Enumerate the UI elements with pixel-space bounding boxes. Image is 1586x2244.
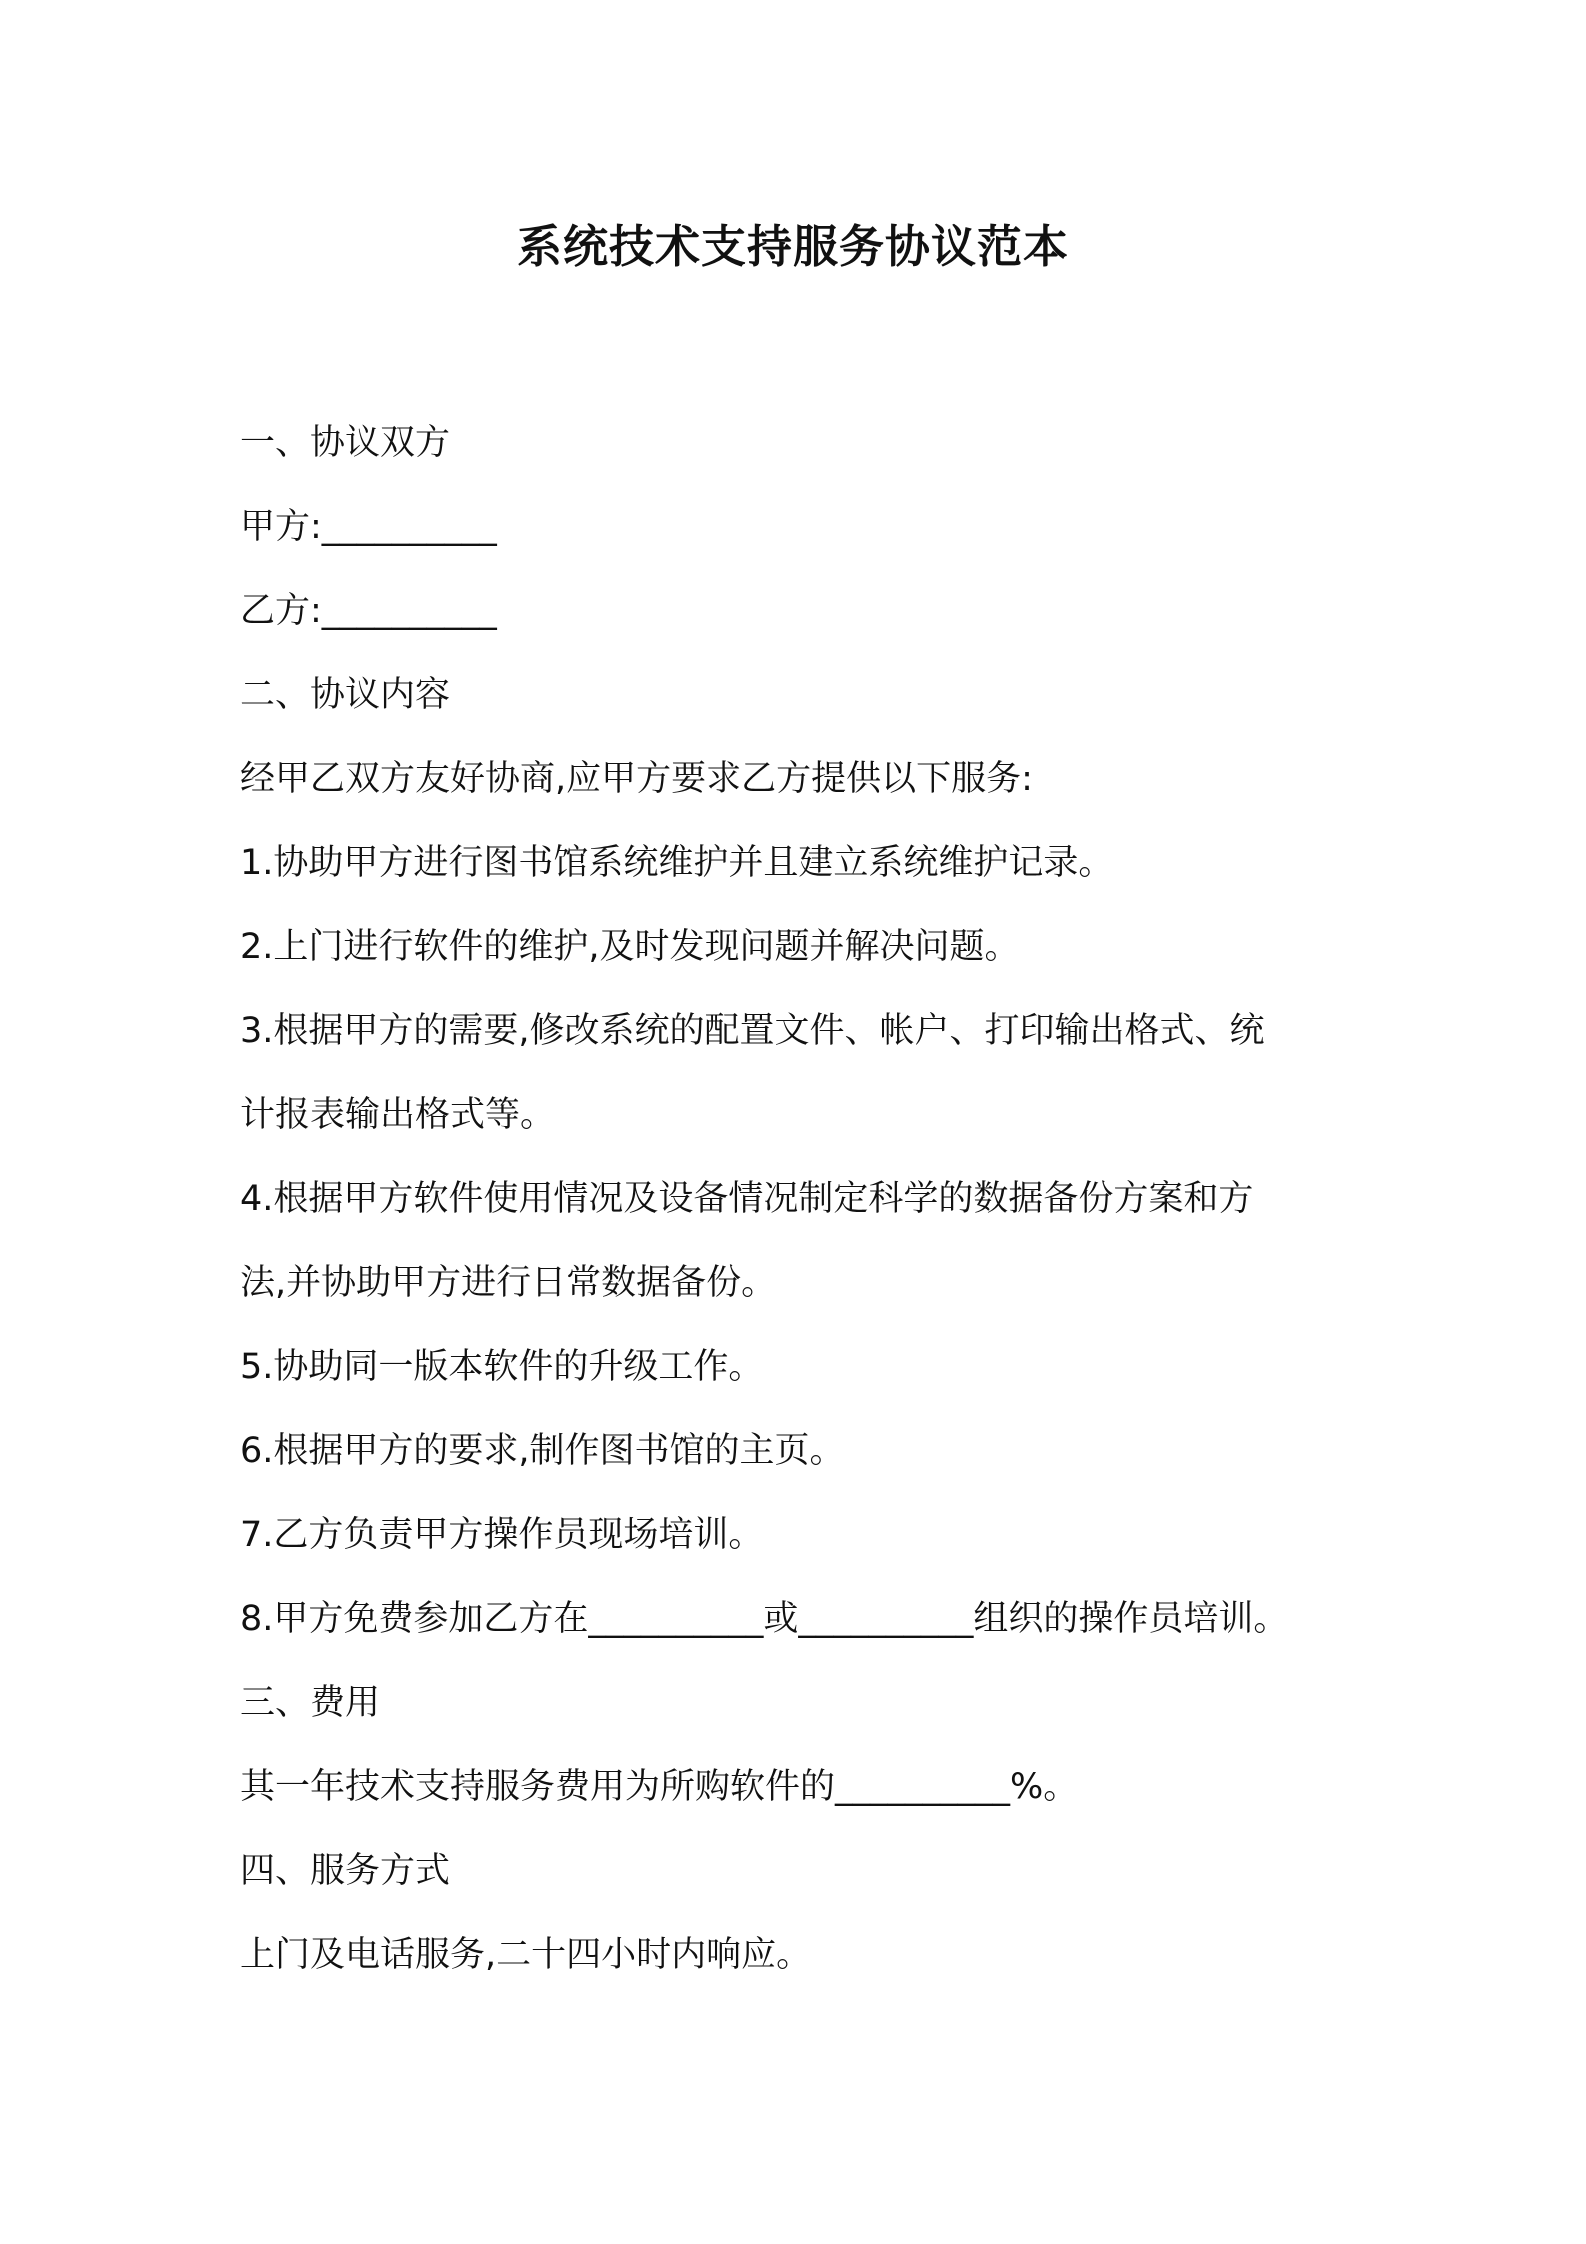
party-a-line: 甲方:__________ <box>240 507 497 547</box>
party-b-line: 乙方:__________ <box>240 591 497 631</box>
section-heading-service-mode: 四、服务方式 <box>240 1851 451 1891</box>
document-body <box>240 401 1420 1997</box>
service-item-6: 6.根据甲方的要求,制作图书馆的主页。 <box>240 1431 845 1471</box>
content-intro: 经甲乙双方友好协商,应甲方要求乙方提供以下服务: <box>240 759 1033 799</box>
service-item-1: 1.协助甲方进行图书馆系统维护并且建立系统维护记录。 <box>240 843 1114 883</box>
section-heading-parties: 一、协议双方 <box>240 423 451 463</box>
service-item-7: 7.乙方负责甲方操作员现场培训。 <box>240 1515 764 1555</box>
document-title: 系统技术支持服务协议范本 <box>516 220 1069 273</box>
service-item-5: 5.协助同一版本软件的升级工作。 <box>240 1347 764 1387</box>
fee-line: 其一年技术支持服务费用为所购软件的__________%。 <box>240 1767 1079 1807</box>
service-item-4-line-2: 法,并协助甲方进行日常数据备份。 <box>240 1263 777 1303</box>
section-heading-content: 二、协议内容 <box>240 675 451 715</box>
section-heading-fees: 三、费用 <box>240 1683 381 1723</box>
service-item-3-line-1: 3.根据甲方的需要,修改系统的配置文件、帐户、打印输出格式、统 <box>240 1011 1265 1051</box>
service-item-8: 8.甲方免费参加乙方在__________或__________组织的操作员培训。 <box>240 1599 1289 1639</box>
service-mode-line: 上门及电话服务,二十四小时内响应。 <box>240 1935 812 1975</box>
service-item-3-line-2: 计报表输出格式等。 <box>240 1095 556 1135</box>
service-item-4-line-1: 4.根据甲方软件使用情况及设备情况制定科学的数据备份方案和方 <box>240 1179 1254 1219</box>
service-item-2: 2.上门进行软件的维护,及时发现问题并解决问题。 <box>240 927 1020 967</box>
